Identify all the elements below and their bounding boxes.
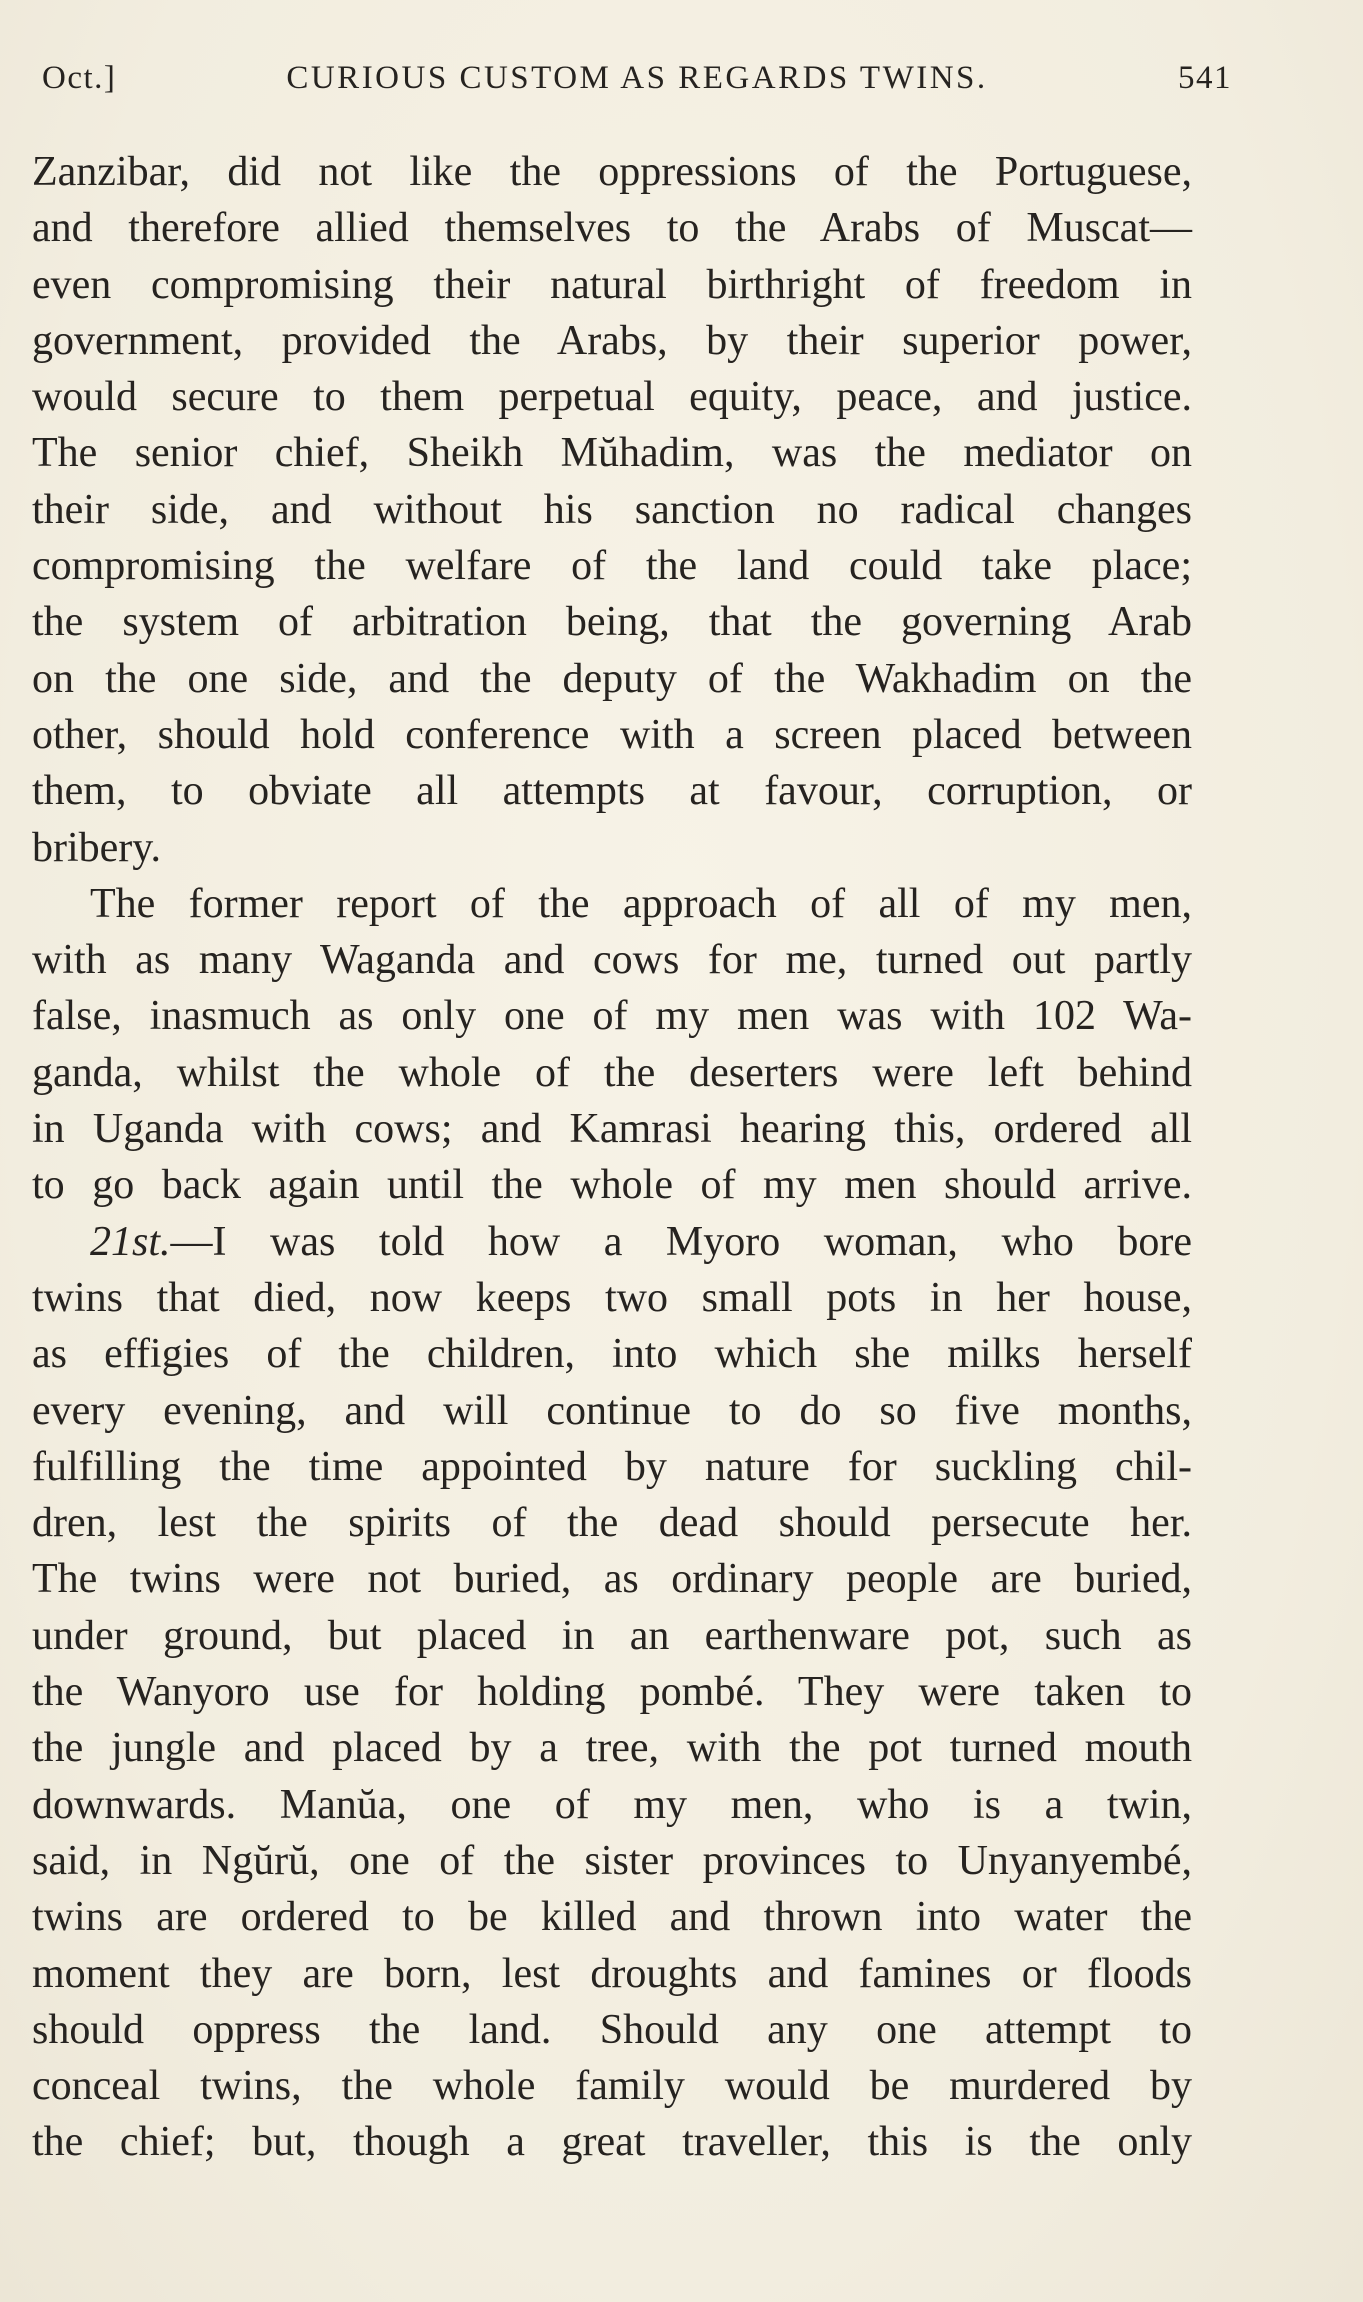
text-line: The former report of the approach of all of my men, — [90, 880, 1192, 927]
text-line: downwards. Manŭa, one of my men, who is a twin, — [32, 1781, 1192, 1828]
text-line: The twins were not buried, as ordinary people are buried, — [32, 1556, 1192, 1603]
date-label: 21st. — [90, 1218, 171, 1265]
text-line: said, in Ngŭrŭ, one of the sister provinces to Unyanyembé, — [32, 1837, 1192, 1884]
text-line: government, provided the Arabs, by their superior power, — [32, 317, 1192, 364]
page-number: 541 — [1178, 60, 1232, 96]
text-line: even compromising their natural birthright of freedom in — [32, 261, 1192, 308]
text-line: twins are ordered to be killed and thrown into water the — [32, 1894, 1192, 1941]
text-line: ganda, whilst the whole of the deserters were left behind — [32, 1049, 1192, 1096]
running-head — [42, 60, 1232, 104]
text-line: to go back again until the whole of my men should arrive. — [32, 1162, 1192, 1209]
text-line: the Wanyoro use for holding pombé. They were taken to — [32, 1669, 1192, 1716]
text-line: —I was told how a Myoro woman, who bore — [170, 1218, 1192, 1265]
text-line: other, should hold conference with a screen placed between — [32, 711, 1192, 758]
text-line: them, to obviate all attempts at favour, corruption, or — [32, 768, 1192, 815]
text-line: the jungle and placed by a tree, with the pot turned mouth — [32, 1725, 1192, 1772]
text-line: dren, lest the spirits of the dead should persecute her. — [32, 1500, 1192, 1547]
text-line: should oppress the land. Should any one attempt to — [32, 2006, 1192, 2053]
text-line: twins that died, now keeps two small pots in her house, — [32, 1274, 1192, 1321]
body-text — [32, 144, 1192, 2171]
text-line: in Uganda with cows; and Kamrasi hearing this, ordered all — [32, 1106, 1192, 1153]
text-line: The senior chief, Sheikh Mŭhadim, was the mediator on — [32, 430, 1192, 477]
text-line: false, inasmuch as only one of my men was with 102 Wa- — [32, 993, 1192, 1040]
text-line: the system of arbitration being, that the governing Arab — [32, 599, 1192, 646]
text-line: fulfilling the time appointed by nature for suckling chil- — [32, 1443, 1192, 1490]
text-line: their side, and without his sanction no radical changes — [32, 486, 1192, 533]
text-line: compromising the welfare of the land could take place; — [32, 543, 1192, 590]
running-head-month: Oct.] — [42, 60, 117, 96]
text-line: under ground, but placed in an earthenware pot, such as — [32, 1612, 1192, 1659]
text-line: moment they are born, lest droughts and famines or floods — [32, 1950, 1192, 1997]
text-line: conceal twins, the whole family would be murdered by — [32, 2063, 1192, 2110]
text-line: on the one side, and the deputy of the Wakhadim on the — [32, 655, 1192, 702]
dated-entry-line — [32, 1214, 1192, 1270]
text-line: Zanzibar, did not like the oppressions of the Portuguese, — [32, 149, 1192, 195]
text-line: bribery. — [32, 824, 162, 871]
running-head-title: CURIOUS CUSTOM AS REGARDS TWINS. — [286, 60, 988, 96]
text-line: and therefore allied themselves to the Arabs of Muscat— — [32, 205, 1192, 252]
text-line: would secure to them perpetual equity, peace, and justice. — [32, 374, 1192, 421]
text-line: with as many Waganda and cows for me, turned out partly — [32, 937, 1192, 984]
text-line: the chief; but, though a great traveller, this is the only — [32, 2119, 1192, 2166]
text-line: every evening, and will continue to do so five months, — [32, 1387, 1192, 1434]
text-line: as effigies of the children, into which she milks herself — [32, 1331, 1192, 1378]
